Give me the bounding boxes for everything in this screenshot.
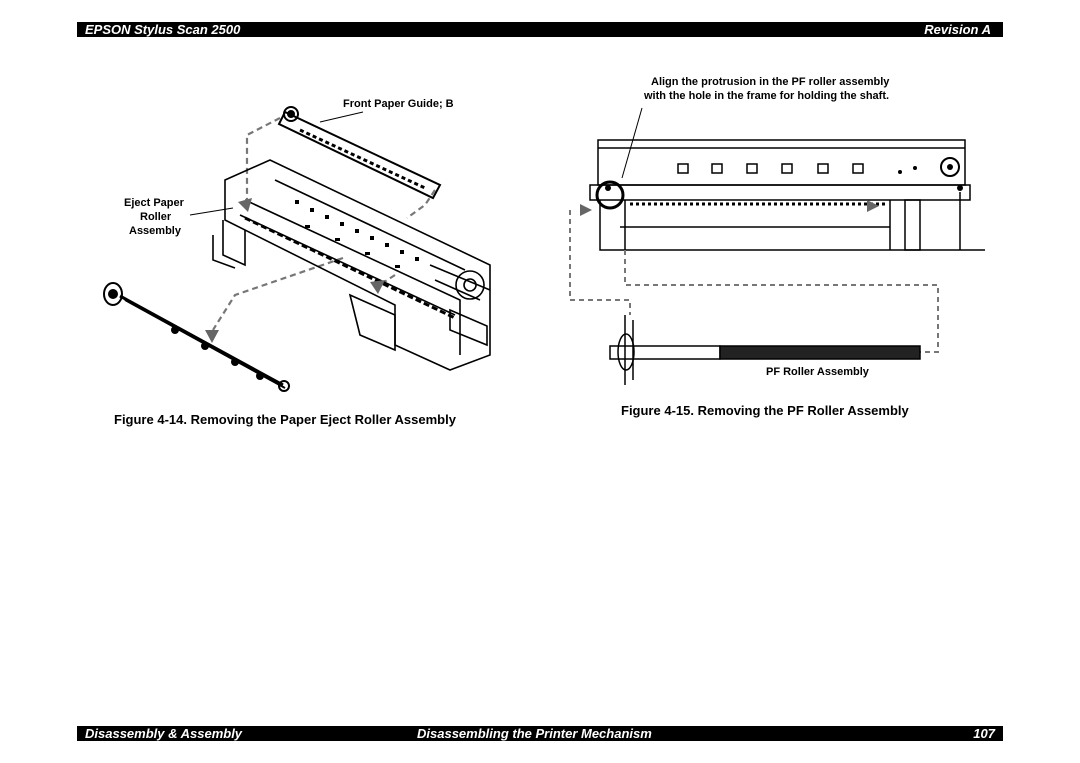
label-eject-paper-roller-line3: Assembly: [129, 225, 181, 237]
dashed-guide-lines: [213, 118, 435, 330]
note-leader-line: [622, 108, 642, 178]
frame-holes: [295, 200, 419, 268]
pf-roller-illustration: [560, 100, 990, 385]
footer-chapter: Disassembling the Printer Mechanism: [417, 726, 652, 741]
frame-details: [605, 158, 963, 191]
footer-page-number: 107: [973, 726, 995, 741]
header-revision: Revision A: [924, 22, 991, 37]
footer-bar: [77, 726, 1003, 741]
label-pf-roller-assembly: PF Roller Assembly: [766, 366, 869, 378]
frame-slots: [678, 164, 863, 173]
printer-frame-front-view: [590, 140, 985, 250]
printer-frame-part: [213, 160, 490, 370]
label-eject-paper-roller-line2: Roller: [140, 211, 172, 223]
figure-14-caption: Figure 4-14. Removing the Paper Eject Roller Assembly: [114, 412, 456, 427]
header-bar: [77, 22, 1003, 37]
removed-eject-roller-part: [104, 283, 289, 391]
label-front-paper-guide: Front Paper Guide; B: [343, 98, 454, 110]
removed-pf-roller-part: [610, 315, 920, 385]
label-eject-paper-roller-line1: Eject Paper: [124, 197, 184, 209]
header-title: EPSON Stylus Scan 2500: [85, 22, 241, 37]
note-align-protrusion-line2: with the hole in the frame for holding the shaft.: [644, 90, 890, 102]
front-paper-guide-part: [279, 107, 440, 198]
paper-eject-roller-illustration: [95, 90, 515, 400]
figure-15-caption: Figure 4-15. Removing the PF Roller Assembly: [621, 403, 909, 418]
note-align-protrusion-line1: Align the protrusion in the PF roller assembly: [651, 76, 890, 88]
footer-section: Disassembly & Assembly: [85, 726, 243, 741]
